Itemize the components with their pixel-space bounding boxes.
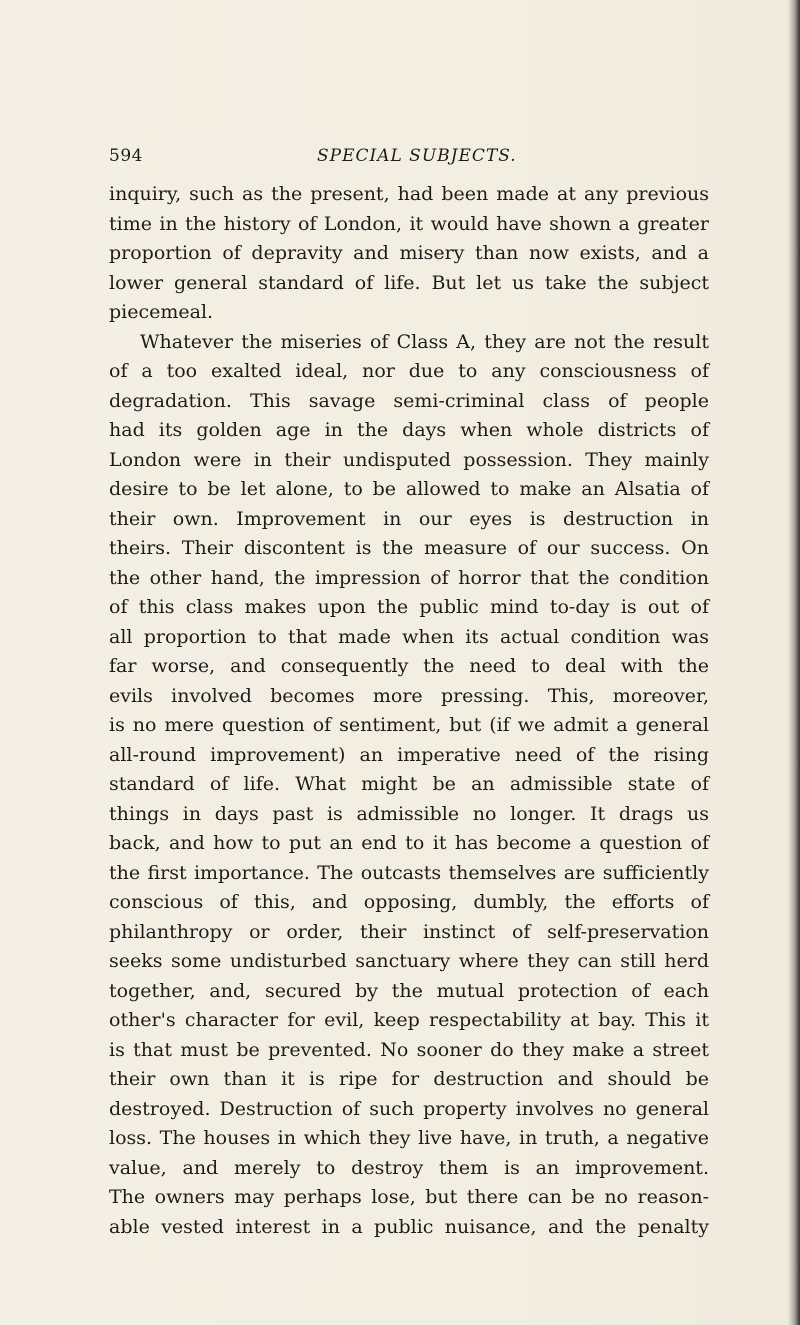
body-text (109, 180, 709, 1242)
text-line: had its golden age in the days when whole districts of (109, 419, 709, 441)
text-line: destroyed. Destruction of such property involves no general (109, 1097, 709, 1120)
text-line: London were in their undisputed possession. They mainly (109, 448, 709, 471)
text-line: far worse, and consequently the need to deal with the (109, 655, 709, 677)
text-line: all-round improvement) an imperative need of the rising (109, 743, 709, 766)
text-line: value, and merely to destroy them is an improvement. (109, 1156, 709, 1179)
text-line: back, and how to put an end to it has become a question of (109, 832, 709, 854)
text-line: evils involved becomes more pressing. This, moreover, (109, 684, 709, 707)
text-line: standard of life. What might be an admissible state of (109, 773, 709, 795)
text-line: their own than it is ripe for destruction and should be (109, 1068, 709, 1090)
running-head (109, 146, 709, 174)
text-line: philanthropy or order, their instinct of self-preservation (109, 920, 709, 943)
text-line: conscious of this, and opposing, dumbly, the efforts of (109, 891, 709, 913)
text-line: theirs. Their discontent is the measure of our success. On (109, 537, 709, 559)
text-line: desire to be let alone, to be allowed to make an Alsatia of (109, 478, 709, 500)
text-line: able vested interest in a public nuisance, and the penalty (109, 1215, 709, 1238)
running-title: SPECIAL SUBJECTS. (317, 146, 517, 166)
text-line: the other hand, the impression of horror that the condition (109, 566, 709, 589)
text-line: proportion of depravity and misery than now exists, and a (109, 242, 709, 264)
text-line: loss. The houses in which they live have, in truth, a negative (109, 1127, 709, 1149)
page-number: 594 (109, 146, 143, 166)
text-line: is no mere question of sentiment, but (if we admit a general (109, 714, 709, 736)
text-line: all proportion to that made when its actual condition was (109, 625, 709, 648)
text-line: the first importance. The outcasts themselves are sufficiently (109, 861, 709, 884)
text-line: inquiry, such as the present, had been made at any previous (109, 183, 709, 205)
text-line: other's character for evil, keep respectability at bay. This it (109, 1009, 709, 1031)
text-line: together, and, secured by the mutual protection of each (109, 979, 709, 1002)
text-line: time in the history of London, it would have shown a greater (109, 212, 709, 235)
text-line: of this class makes upon the public mind to-day is out of (109, 596, 709, 618)
page-edge-shadow (788, 0, 800, 1325)
text-line: their own. Improvement in our eyes is destruction in (109, 507, 709, 530)
text-line: piecemeal. (109, 301, 214, 323)
text-line: seeks some undisturbed sanctuary where they can still herd (109, 950, 709, 972)
text-line: The owners may perhaps lose, but there can be no reason- (109, 1186, 709, 1208)
text-line: of a too exalted ideal, nor due to any consciousness of (109, 360, 709, 382)
text-line: lower general standard of life. But let us take the subject (109, 271, 709, 294)
text-line: Whatever the miseries of Class A, they are not the result (140, 330, 709, 353)
text-line: is that must be prevented. No sooner do they make a street (109, 1038, 709, 1061)
text-line: degradation. This savage semi-criminal class of people (109, 389, 709, 412)
text-line: things in days past is admissible no longer. It drags us (109, 802, 709, 825)
